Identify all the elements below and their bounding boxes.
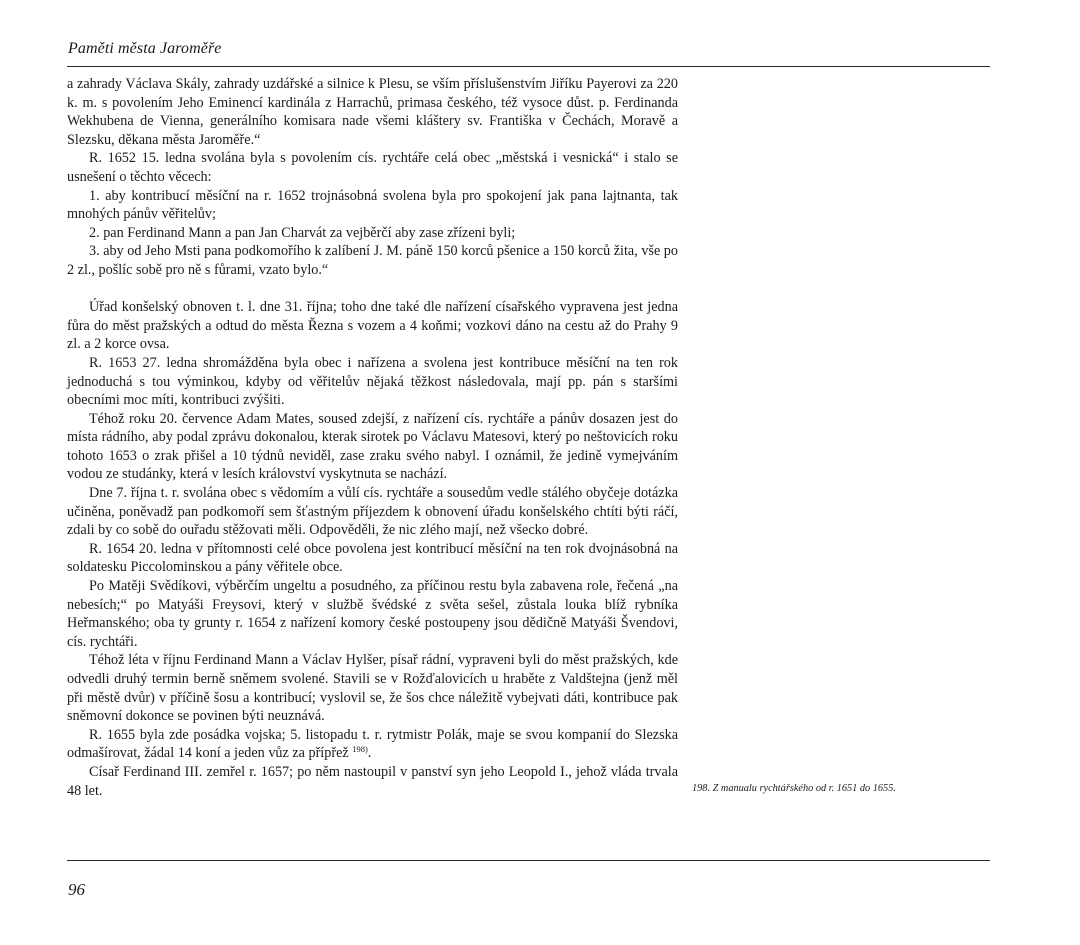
paragraph: Úřad konšelský obnoven t. l. dne 31. října; toho dne také dle nařízení císařského vypravena jest jedna fůra do měst pražských a odtud do města Řezna s vozem a 4 koňmi; vozkovi dáno na cestu až do Prahy 9 zl. a 2 korce ovsa. [67,299,678,353]
paragraph-with-note [67,726,678,763]
paragraph: Téhož léta v říjnu Ferdinand Mann a Václav Hylšer, písař rádní, vypraveni byli do měst pražských, kde odvedli druhý termin berně sněmem svolené. Stavili se v Rožďalovicích u hraběte z Valdštejna (jenž měl při městě dvůr) v příčině šosu a kontribucí; vyslovil se, že šos chce náležitě vybejvati dáti, kontribuce pak sněmovní dokonce se povinen býti neuznává. [67,652,678,725]
paragraph: Téhož roku 20. července Adam Mates, soused zdejší, z nařízení cís. rychtáře a pánův dosazen jest do místa rádního, aby podal zprávu dokonalou, kterak sirotek po Václavu Matesovi, který po neštovicích roku tohoto 1653 o zrak přišel a 10 týdnů neviděl, zase zraku svého nabyl. I oznámil, že jedině vymejváním vodou ze studánky, která v lesích království vyskytnuta se nachází. [67,410,678,483]
running-head: Paměti města Jaroměře [68,40,222,57]
main-text-column [67,75,678,800]
paragraph: Císař Ferdinand III. zemřel r. 1657; po něm nastoupil v panství syn jeho Leopold I., jehož vláda trvala 48 let. [67,763,678,799]
header-rule [67,66,990,67]
footer-rule [67,860,990,861]
page-number: 96 [68,880,85,899]
paragraph: Po Matěji Svědíkovi, výběrčím ungeltu a posudného, za příčinou restu byla zabavena role, řečená „na nebesích;“ po Matyáši Freysovi, který v službě švédské z světa sešel, zůstala louka blíž rybníka Heřmanského; oba ty grunty r. 1654 z nařízení komory české postoupeny jsou dědičně Matyáši Švendovi, cís. rychtáři. [67,578,678,650]
paragraph: 2. pan Ferdinand Mann a pan Jan Charvát za vejběrčí aby zase zřízeni byli; [89,224,516,241]
paragraph-text: R. 1655 byla zde posádka vojska; 5. listopadu t. r. rytmistr Polák, maje se svou kompanií do Slezska odmašírovat, žádal 14 koní a jeden vůz za přípřež [67,726,678,762]
paragraph: R. 1654 20. ledna v přítomnosti celé obce povolena jest kontribucí měsíční na ten rok dvojnásobná na soldatesku Piccolominskou a pány věřitele obce. [67,540,678,576]
paragraph: Dne 7. října t. r. svolána obec s vědomím a vůlí cís. rychtáře a sousedům vedle stálého obyčeje dotázka učiněna, poněvadž pan podkomoří sem šťastným příjezdem k obnovení úřadu konšelského chtíti býti ráčí, zdali by co sobě do ouřadu stěžovati měli. Odpověděli, že nic zlého mají, než všecko dobré. [67,485,678,539]
paragraph: R. 1652 15. ledna svolána byla s povolením cís. rychtáře celá obec „městská i vesnická“ i stalo se usnešení o těchto věcech: [67,150,678,185]
paragraph: 1. aby kontribucí měsíční na r. 1652 trojnásobná svolena byla pro spokojení jak pana lajtnanta, tak mnohých pánův věřitelův; [67,187,678,223]
footnote-reference[interactable]: 198) [352,744,368,755]
margin-footnote: 198. Z manualu rychtářského od r. 1651 do 1655. [692,783,896,794]
paragraph-text-end: . [367,745,372,762]
paragraph: R. 1653 27. ledna shromážděna byla obec i nařízena a svolena jest kontribuce měsíční na ten rok jednoduchá s tou výminkou, kdyby od věřitelův nějaká těžkost následovala, mají pp. pán s staršími obecními moc míti, kontribuci zvýšiti. [67,354,678,409]
paragraph: 3. aby od Jeho Msti pana podkomořího k zalíbení J. M. páně 150 korců pšenice a 150 korců žita, vše po 2 zl., pošlíc sobě pro ně s fůrami, vzato bylo.“ [67,243,678,278]
paragraph: a zahrady Václava Skály, zahrady uzdářské a silnice k Plesu, se vším příslušenstvím Jiříku Payerovi za 220 k. m. s povolením Jeho Eminencí kardinála z Harrachů, primasa českého, též vysoce důst. p. Ferdinanda Wekhubena de Vienna, generálního komisara nade všemi kláštery sv. Františka v Čechách, Moravě a Slezsku, děkana města Jaroměře.“ [67,76,678,148]
